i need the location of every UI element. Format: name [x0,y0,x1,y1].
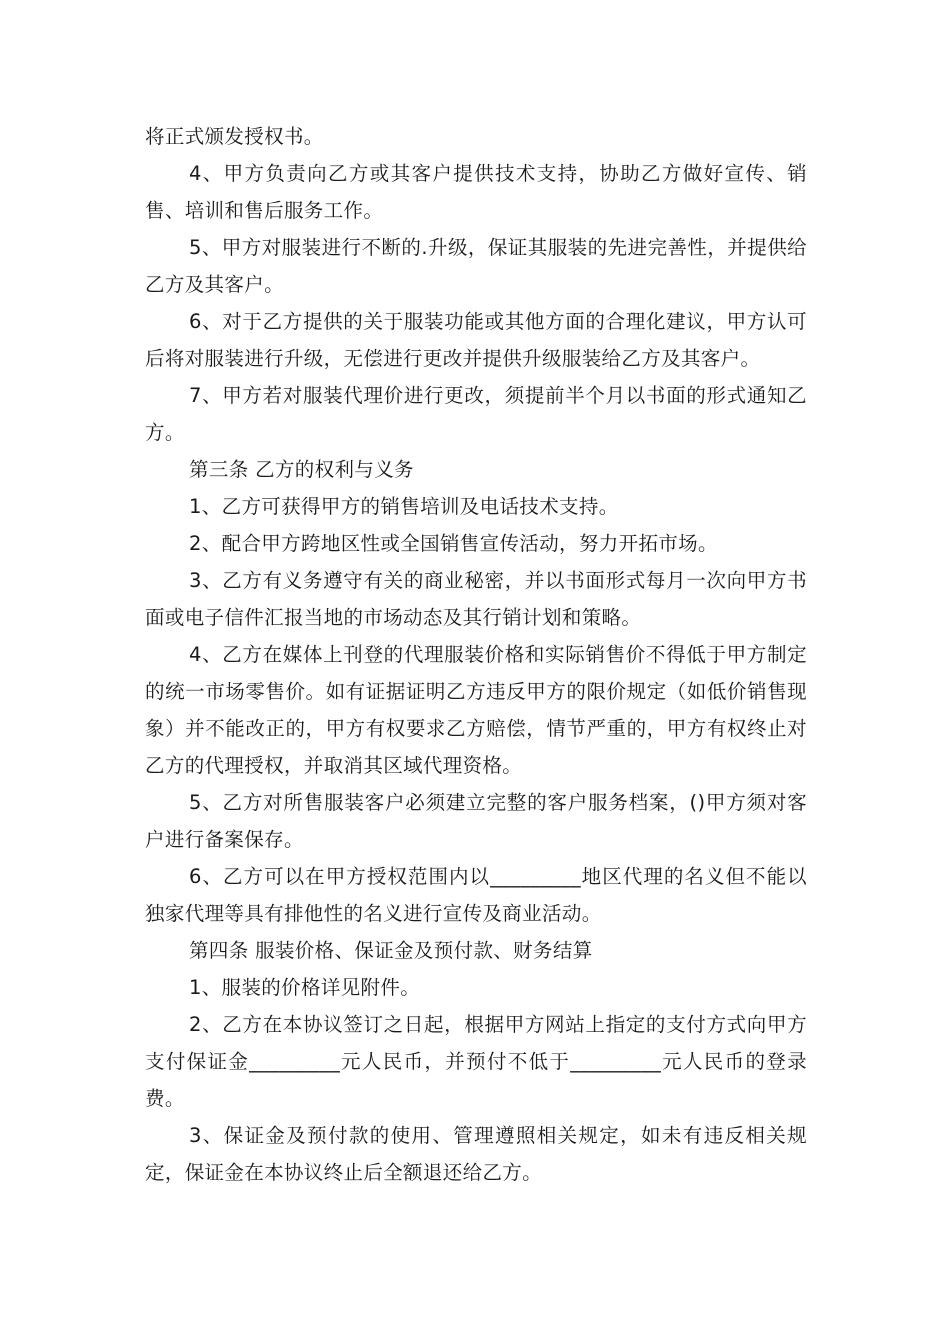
paragraph-clause-3-item-3: 3、乙方有义务遵守有关的商业秘密，并以书面形式每月一次向甲方书面或电子信件汇报当地的市场动态及其行销计划和策略。 [145,569,807,629]
document-body [145,118,807,1191]
paragraph-clause-3-item-4: 4、乙方在媒体上刊登的代理服装价格和实际销售价不得低于甲方制定的统一市场零售价。如有证据证明乙方违反甲方的限价规定（如低价销售现象）并不能改正的，甲方有权要求乙方赔偿，情节严重的，甲方有权终止对乙方的代理授权，并取消其区域代理资格。 [145,643,807,777]
paragraph-clause-2-item-5: 5、甲方对服装进行不断的.升级，保证其服装的先进完善性，并提供给乙方及其客户。 [145,236,807,296]
paragraph-clause-4-item-3: 3、保证金及预付款的使用、管理遵照相关规定，如未有违反相关规定，保证金在本协议终止后全额退还给乙方。 [145,1124,807,1184]
heading-article-3: 第三条 乙方的权利与义务 [189,458,414,481]
paragraph-clause-2-item-4: 4、甲方负责向乙方或其客户提供技术支持，协助乙方做好宣传、销售、培训和售后服务工作。 [145,162,807,222]
paragraph-clause-3-item-2: 2、配合甲方跨地区性或全国销售宣传活动，努力开拓市场。 [189,532,718,555]
paragraph-continuation: 将正式颁发授权书。 [145,125,324,148]
paragraph-clause-3-item-6: 6、乙方可以在甲方授权范围内以_________地区代理的名义但不能以独家代理等具有排他性的名义进行宣传及商业活动。 [145,865,807,925]
paragraph-clause-2-item-7: 7、甲方若对服装代理价进行更改，须提前半个月以书面的形式通知乙方。 [145,384,807,444]
paragraph-clause-3-item-1: 1、乙方可获得甲方的销售培训及电话技术支持。 [189,495,619,518]
heading-article-4: 第四条 服装价格、保证金及预付款、财务结算 [189,939,593,962]
paragraph-clause-3-item-5: 5、乙方对所售服装客户必须建立完整的客户服务档案，()甲方须对客户进行备案保存。 [145,791,807,851]
paragraph-clause-4-item-2: 2、乙方在本协议签订之日起，根据甲方网站上指定的支付方式向甲方支付保证金_________元人民币，并预付不低于_________元人民币的登录费。 [145,1013,807,1110]
paragraph-clause-4-item-1: 1、服装的价格详见附件。 [189,976,421,999]
paragraph-clause-2-item-6: 6、对于乙方提供的关于服装功能或其他方面的合理化建议，甲方认可后将对服装进行升级，无偿进行更改并提供升级服装给乙方及其客户。 [145,310,807,370]
